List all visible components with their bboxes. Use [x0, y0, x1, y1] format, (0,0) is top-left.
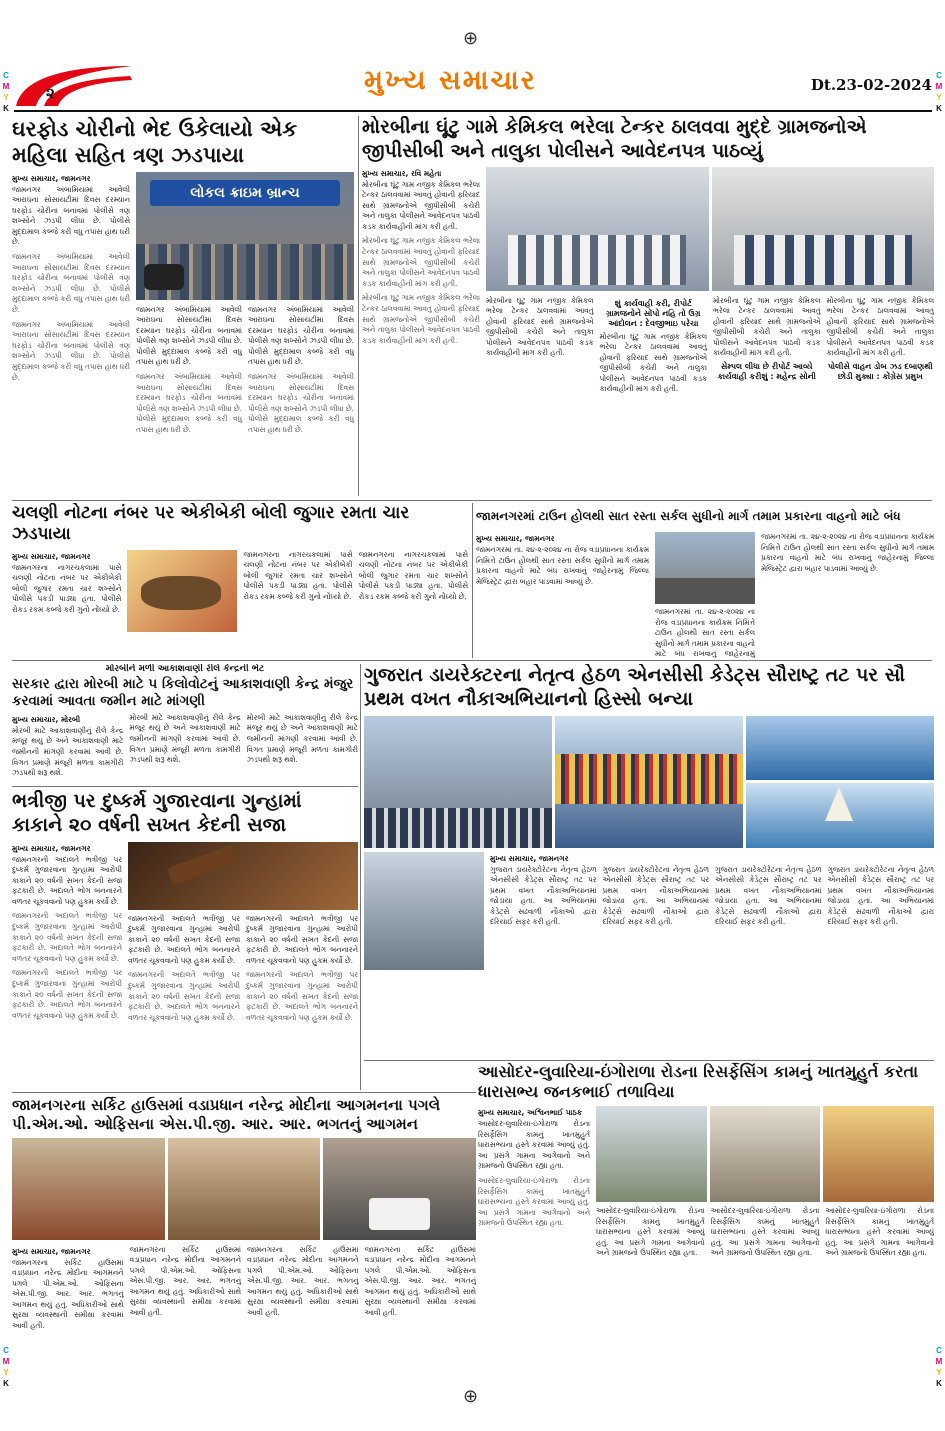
sailboat-icon — [825, 787, 853, 821]
body-morbi-col3: મોરબીના ઘૂંટુ ગામ નજીક કેમિકલ ભરેલા ટેન્કર ઠાલવવામાં આવતું હોવાની ફરિયાદ સાથે ગ્રામજનોએ જીપીસીબી કચેરી અને તાલુકા પોલીસને આવેદનપત્ર પાઠવી કડક કાર્યવાહીની માંગ કરી હતી. — [599, 331, 707, 394]
body-radio: મોરબી માટે આકાશવાણીનું રીલે કેન્દ્ર મંજૂર થયું છે અને આકાશવાણી માટે જમીનની માંગણી કરવામાં આવી છે. વિગત પ્રમાણે મંજૂરી મળતા કામગીરી ઝડપથી શરૂ થશે. — [12, 725, 124, 778]
registration-marks-right-bottom: C M Y K — [935, 1346, 943, 1388]
photo-morbi-memorandum-2 — [712, 167, 935, 291]
article-gambling — [12, 503, 468, 661]
body-crime-col2: જામનગરની અદાલતે ભત્રીજી પર દુષ્કર્મ ગુજારવાના ગુન્હામાં આરોપી કાકાને ૨૦ વર્ષની સખત કેદની સજા ફટકારી છે. અદાલતે ભોગ બનનારને વળતર ચૂકવવાનો પણ હુકમ કર્યો છે. — [128, 913, 240, 965]
photo-road-ceremony-3 — [823, 1106, 934, 1202]
body-theft-continued: જામનગર અંબામિયામાં આવેલી આરાધના સોસાયટીમાં દિવસ દરમ્યાન ઘરફોડ ચોરીના બનાવમાં પોલીસે ત્રણ શખ્સોને ઝડપી લીધા છે. પોલીસે મુદ્દામાલ કબ્જે કરી વધુ તપાસ હાથ ધરી છે. — [12, 252, 130, 315]
photo-morbi-memorandum-1 — [486, 167, 709, 291]
subhead-morbi-3: પોલીસે વાહન ડોબ ઝડ દબાણથી છોડી મુક્યા : કોંગ્રેસ પ્રમુખ — [827, 362, 933, 382]
dateline-theft: મુખ્ય સમાચાર, જામનગર — [12, 173, 91, 183]
body-ncc-col3: ગુજરાત ડાયરેક્ટોરેટના નેતૃત્વ હેઠળ એનસીસી કેડેટ્સ સૌરાષ્ટ્ર તટ પર પ્રથમ વખત નૌકાઅભિયાનમાં જોડાયા હતા. આ અભિયાનમાં કેડેટ્સે સઢવાળી નૌકાઓ દ્વારા દરિયાઈ સફર કરી હતી. — [715, 864, 822, 927]
gavel-icon — [167, 844, 239, 885]
article-pm — [12, 1096, 476, 1382]
headline-traffic-bar — [476, 503, 934, 529]
body-morbi-col5: મોરબીના ઘૂંટુ ગામ નજીક કેમિકલ ભરેલા ટેન્કર ઠાલવવામાં આવતું હોવાની ફરિયાદ સાથે ગ્રામજનોએ જીપીસીબી કચેરી અને તાલુકા પોલીસને આવેદનપત્ર પાઠવી કડક કાર્યવાહીની માંગ કરી હતી. — [826, 295, 934, 358]
section-title: મુખ્ય સમાચાર — [364, 65, 537, 96]
photo-pm-circuit-house-2 — [168, 1138, 321, 1240]
body-pm-col2: જામનગરના સર્કિટ હાઉસમાં વડાપ્રધાન નરેન્દ્ર મોદીના આગમનને પગલે પી.એમ.ઓ. ઓફિસના એસ.પી.જી. આર. આર. ભગતનું આગમન થયું હતું. અધિકારીઓ સાથે સુરક્ષા વ્યવસ્થાની સમીક્ષા કરવામાં આવી હતી. — [129, 1244, 241, 1318]
article-traffic — [476, 532, 934, 658]
registration-marks-left: C M Y K — [2, 71, 10, 113]
article-theft — [12, 116, 354, 498]
photo-traffic-road — [655, 532, 755, 604]
dateline-morbi: મુખ્ય સમાચાર, રવિ મહેતા — [362, 168, 442, 178]
headline-traffic: જામનગરમાં ટાઉન હોલથી સાત રસ્તા સર્કલ સુધીનો માર્ગ તમામ પ્રકારના વાહનો માટે બંધ — [476, 508, 901, 523]
photo-ncc-flagoff — [364, 716, 552, 848]
illustration-gambling — [127, 550, 237, 632]
body-traffic-col2: જામનગરમાં તા. ૨૪-૨-૨૦૨૪ ના રોજ વડાપ્રધાનના કાર્યક્રમ નિમિત્તે ટાઉન હોલથી સાત રસ્તા સર્કલ સુધીનો માર્ગ તમામ પ્રકારના વાહનો માટે બંધ રાખવાનું જાહેરનામું જિલ્લા મેજિસ્ટ્રેટ દ્વારા બહાર પાડવામાં આવ્યું છે. — [761, 532, 934, 573]
article-road — [478, 1062, 934, 1382]
dateline-pm: મુખ્ય સમાચાર, જામનગર — [12, 1246, 91, 1256]
photo-pm-convoy — [323, 1138, 476, 1240]
photo-ncc-boat — [364, 852, 484, 970]
body-crime: જામનગરની અદાલતે ભત્રીજી પર દુષ્કર્મ ગુજારવાના ગુન્હામાં આરોપી કાકાને ૨૦ વર્ષની સખત કેદની સજા ફટકારી છે. અદાલતે ભોગ બનનારને વળતર ચૂકવવાનો પણ હુકમ કર્યો છે. — [12, 854, 122, 906]
subhead-morbi-1: શું કાર્યવાહી કરી, રીપોર્ટ ગ્રામજનોને સોંપો નહિ તો ઉગ્ર આંદોલન : દેવજીભાઇ પરેચા — [606, 298, 701, 328]
body-morbi-continued-2: મોરબીના ઘૂંટુ ગામ નજીક કેમિકલ ભરેલા ટેન્કર ઠાલવવામાં આવતું હોવાની ફરિયાદ સાથે ગ્રામજનોએ જીપીસીબી કચેરી અને તાલુકા પોલીસને આવેદનપત્ર પાઠવી કડક કાર્યવાહીની માંગ કરી હતી. — [362, 293, 480, 345]
body-crime-continued: જામનગરની અદાલતે ભત્રીજી પર દુષ્કર્મ ગુજારવાના ગુન્હામાં આરોપી કાકાને ૨૦ વર્ષની સખત કેદની સજા ફટકારી છે. અદાલતે ભોગ બનનારને વળતર ચૂકવવાનો પણ હુકમ કર્યો છે. — [12, 911, 122, 963]
headline-theft: ઘરફોડ ચોરીનો ભેદ ઉકેલાયો એક મહિલા સહિત ત્રણ ઝડપાયા — [12, 117, 298, 168]
headline-gambling: ચલણી નોટના નંબર પર એકીબેકી બોલી જુગાર રમતા ચાર ઝડપાયા — [12, 503, 410, 545]
body-radio-col3: મોરબી માટે આકાશવાણીનું રીલે કેન્દ્ર મંજૂર થયું છે અને આકાશવાણી માટે જમીનની માંગણી કરવામાં આવી છે. વિગત પ્રમાણે મંજૂરી મળતા કામગીરી ઝડપથી શરૂ થશે. — [246, 712, 358, 765]
headline-radio: સરકાર દ્વારા મોરબી માટે ૫ કિલોવોટનું આકાશવાણી કેન્દ્ર મંજુર કરવામાં આવતા જમીન માટે માંગણી — [12, 676, 354, 709]
subhead-morbi-2: સેમ્પલ લીધા છે રીપોર્ટ આવ્યે કાર્યવાહી કરીશું : મહેન્દ્ર સોની — [717, 362, 816, 382]
dateline-road: મુખ્ય સમાચાર, અશ્વિનભાઈ પાઠક — [478, 1108, 583, 1117]
masthead-rule — [14, 110, 932, 112]
body-road-continued: આસોદર-લુવારિયા-ઇંગોરાળા રોડના રિસર્ફેસિંગ કામનું ખાતમુહુર્ત ધારાસભ્યના હસ્તે કરવામાં આવ્યું હતું. આ પ્રસંગે ગામના આગેવાનો અને ગ્રામજનો ઉપસ્થિત રહ્યા હતા. — [478, 1175, 590, 1228]
body-road-col2: આસોદર-લુવારિયા-ઇંગોરાળા રોડના રિસર્ફેસિંગ કામનું ખાતમુહુર્ત ધારાસભ્યના હસ્તે કરવામાં આવ્યું હતું. આ પ્રસંગે ગામના આગેવાનો અને ગ્રામજનો ઉપસ્થિત રહ્યા હતા. — [596, 1206, 705, 1258]
headline-road: આસોદર-લુવારિયા-ઇંગોરાળા રોડના રિસર્ફેસિંગ કામનું ખાતમુહુર્ત કરતા ધારાસભ્ય જનકભાઈ તળાવિયા — [478, 1062, 919, 1101]
photo-theft-arrest — [136, 172, 354, 300]
article-ncc — [364, 664, 934, 1060]
body-ncc-col4: ગુજરાત ડાયરેક્ટોરેટના નેતૃત્વ હેઠળ એનસીસી કેડેટ્સ સૌરાષ્ટ્ર તટ પર પ્રથમ વખત નૌકાઅભિયાનમાં જોડાયા હતા. આ અભિયાનમાં કેડેટ્સે સઢવાળી નૌકાઓ દ્વારા દરિયાઈ સફર કરી હતી. — [827, 864, 934, 927]
photo-gavel — [128, 842, 358, 910]
article-crime — [12, 790, 358, 1090]
body-theft-col2-more: જામનગર અંબામિયામાં આવેલી આરાધના સોસાયટીમાં દિવસ દરમ્યાન ઘરફોડ ચોરીના બનાવમાં પોલીસે ત્રણ શખ્સોને ઝડપી લીધા છે. પોલીસે મુદ્દામાલ કબ્જે કરી વધુ તપાસ હાથ ધરી છે. — [136, 372, 242, 435]
dateline-radio: મુખ્ય સમાચાર, મોરબી — [12, 714, 81, 724]
photo-ncc-cadets — [555, 716, 743, 848]
dateline-ncc: મુખ્ય સમાચાર, જામનગર — [490, 853, 569, 863]
body-theft-col2: જામનગર અંબામિયામાં આવેલી આરાધના સોસાયટીમાં દિવસ દરમ્યાન ઘરફોડ ચોરીના બનાવમાં પોલીસે ત્રણ શખ્સોને ઝડપી લીધા છે. પોલીસે મુદ્દામાલ કબ્જે કરી વધુ તપાસ હાથ ધરી છે. — [136, 304, 242, 367]
photo-ncc-sailboat — [746, 783, 934, 848]
dateline-crime: મુખ્ય સમાચાર, જામનગર — [12, 843, 91, 853]
masthead-logo-icon — [14, 62, 134, 108]
dateline-traffic: મુખ્ય સમાચાર, જામનગર — [476, 534, 555, 543]
crosshair-bottom-icon: ⊕ — [463, 1386, 479, 1407]
motorcycle-icon — [144, 264, 184, 290]
body-theft: જામનગર અંબામિયામાં આવેલી આરાધના સોસાયટીમાં દિવસ દરમ્યાન ઘરફોડ ચોરીના બનાવમાં પોલીસે ત્રણ શખ્સોને ઝડપી લીધા છે. પોલીસે મુદ્દામાલ કબ્જે કરી વધુ તપાસ હાથ ધરી છે. — [12, 184, 130, 247]
body-road-col3: આસોદર-લુવારિયા-ઇંગોરાળા રોડના રિસર્ફેસિંગ કામનું ખાતમુહુર્ત ધારાસભ્યના હસ્તે કરવામાં આવ્યું હતું. આ પ્રસંગે ગામના આગેવાનો અને ગ્રામજનો ઉપસ્થિત રહ્યા હતા. — [710, 1206, 820, 1258]
registration-marks-right: C M Y K — [935, 71, 943, 113]
photo-road-ceremony-2 — [710, 1106, 821, 1202]
headline-ncc: ગુજરાત ડાયરેક્ટરના નેતૃત્વ હેઠળ એનસીસી કેડેટ્સ સૌરાષ્ટ્ર તટ પર સૌ પ્રથમ વખત નૌકાઅભિયાનનો હિસ્સો બન્યા — [364, 664, 905, 710]
kicker-radio: મોરબીને મળી આકાશવાણી રીલે કેન્દ્રની ભેટ — [105, 664, 265, 674]
body-crime-col2-more: જામનગરની અદાલતે ભત્રીજી પર દુષ્કર્મ ગુજારવાના ગુન્હામાં આરોપી કાકાને ૨૦ વર્ષની સખત કેદની સજા ફટકારી છે. અદાલતે ભોગ બનનારને વળતર ચૂકવવાનો પણ હુકમ કર્યો છે. — [128, 970, 240, 1022]
masthead — [14, 62, 932, 108]
headline-pm: જામનગરના સર્કિટ હાઉસમાં વડાપ્રધાન નરેન્દ્ર મોદીના આગમનના પગલે પી.એમ.ઓ. ઓફિસના એસ.પી.જી. આર. આર. ભગતનું આગમન — [12, 1096, 441, 1133]
body-theft-col3: જામનગર અંબામિયામાં આવેલી આરાધના સોસાયટીમાં દિવસ દરમ્યાન ઘરફોડ ચોરીના બનાવમાં પોલીસે ત્રણ શખ્સોને ઝડપી લીધા છે. પોલીસે મુદ્દામાલ કબ્જે કરી વધુ તપાસ હાથ ધરી છે. — [248, 304, 354, 367]
body-pm-col4: જામનગરના સર્કિટ હાઉસમાં વડાપ્રધાન નરેન્દ્ર મોદીના આગમનને પગલે પી.એમ.ઓ. ઓફિસના એસ.પી.જી. આર. આર. ભગતનું આગમન થયું હતું. અધિકારીઓ સાથે સુરક્ષા વ્યવસ્થાની સમીક્ષા કરવામાં આવી હતી. — [364, 1244, 476, 1318]
photo-road-ceremony-1 — [596, 1106, 707, 1202]
body-crime-col3: જામનગરની અદાલતે ભત્રીજી પર દુષ્કર્મ ગુજારવાના ગુન્હામાં આરોપી કાકાને ૨૦ વર્ષની સખત કેદની સજા ફટકારી છે. અદાલતે ભોગ બનનારને વળતર ચૂકવવાનો પણ હુકમ કર્યો છે. — [246, 913, 358, 965]
issue-date: Dt.23-02-2024 — [810, 76, 932, 94]
article-radio — [12, 664, 358, 784]
body-morbi-continued: મોરબીના ઘૂંટુ ગામ નજીક કેમિકલ ભરેલા ટેન્કર ઠાલવવામાં આવતું હોવાની ફરિયાદ સાથે ગ્રામજનોએ જીપીસીબી કચેરી અને તાલુકા પોલીસને આવેદનપત્ર પાઠવી કડક કાર્યવાહીની માંગ કરી હતી. — [362, 236, 480, 288]
body-gambling: જામનગરના નાગરચકલામાં પાસે ચલણી નોટના નંબર પર એકીબેકી બોલી જુગાર રમતા ચાર શખ્સોને પોલીસે પકડી પાડ્યા હતા. પોલીસે રોકડ રકમ કબ્જે કરી ગુનો નોંધ્યો છે. — [12, 562, 122, 614]
body-theft-continued-2: જામનગર અંબામિયામાં આવેલી આરાધના સોસાયટીમાં દિવસ દરમ્યાન ઘરફોડ ચોરીના બનાવમાં પોલીસે ત્રણ શખ્સોને ઝડપી લીધા છે. પોલીસે મુદ્દામાલ કબ્જે કરી વધુ તપાસ હાથ ધરી છે. — [12, 319, 130, 382]
body-gambling-col3: જામનગરના નાગરચકલામાં પાસે ચલણી નોટના નંબર પર એકીબેકી બોલી જુગાર રમતા ચાર શખ્સોને પોલીસે પકડી પાડ્યા હતા. પોલીસે રોકડ રકમ કબ્જે કરી ગુનો નોંધ્યો છે. — [358, 549, 468, 601]
photo-pm-circuit-house-1 — [12, 1138, 165, 1240]
article-morbi — [362, 116, 934, 498]
headline-crime: ભત્રીજી પર દુષ્કર્મ ગુજારવાના ગુન્હામાં કાકાને ૨૦ વર્ષની સખત કેદની સજા — [12, 790, 302, 836]
body-radio-col2: મોરબી માટે આકાશવાણીનું રીલે કેન્દ્ર મંજૂર થયું છે અને આકાશવાણી માટે જમીનની માંગણી કરવામાં આવી છે. વિગત પ્રમાણે મંજૂરી મળતા કામગીરી ઝડપથી શરૂ થશે. — [129, 712, 241, 765]
body-theft-col3-more: જામનગર અંબામિયામાં આવેલી આરાધના સોસાયટીમાં દિવસ દરમ્યાન ઘરફોડ ચોરીના બનાવમાં પોલીસે ત્રણ શખ્સોને ઝડપી લીધા છે. પોલીસે મુદ્દામાલ કબ્જે કરી વધુ તપાસ હાથ ધરી છે. — [248, 372, 354, 435]
body-ncc: ગુજરાત ડાયરેક્ટોરેટના નેતૃત્વ હેઠળ એનસીસી કેડેટ્સ સૌરાષ્ટ્ર તટ પર પ્રથમ વખત નૌકાઅભિયાનમાં જોડાયા હતા. આ અભિયાનમાં કેડેટ્સે સઢવાળી નૌકાઓ દ્વારા દરિયાઈ સફર કરી હતી. — [490, 864, 597, 927]
body-road: આસોદર-લુવારિયા-ઇંગોરાળા રોડના રિસર્ફેસિંગ કામનું ખાતમુહુર્ત ધારાસભ્યના હસ્તે કરવામાં આવ્યું હતું. આ પ્રસંગે ગામના આગેવાનો અને ગ્રામજનો ઉપસ્થિત રહ્યા હતા. — [478, 1119, 590, 1171]
body-traffic-caption: જામનગરમાં તા. ૨૪-૨-૨૦૨૪ ના રોજ વડાપ્રધાનના કાર્યક્રમ નિમિત્તે ટાઉન હોલથી સાત રસ્તા સર્કલ સુધીનો માર્ગ તમામ પ્રકારના વાહનો માટે બંધ રાખવાનું જાહેરનામું — [655, 607, 755, 658]
body-ncc-col2: ગુજરાત ડાયરેક્ટોરેટના નેતૃત્વ હેઠળ એનસીસી કેડેટ્સ સૌરાષ્ટ્ર તટ પર પ્રથમ વખત નૌકાઅભિયાનમાં જોડાયા હતા. આ અભિયાનમાં કેડેટ્સે સઢવાળી નૌકાઓ દ્વારા દરિયાઈ સફર કરી હતી. — [602, 864, 709, 927]
body-gambling-col2: જામનગરના નાગરચકલામાં પાસે ચલણી નોટના નંબર પર એકીબેકી બોલી જુગાર રમતા ચાર શખ્સોને પોલીસે પકડી પાડ્યા હતા. પોલીસે રોકડ રકમ કબ્જે કરી ગુનો નોંધ્યો છે. — [243, 549, 353, 601]
body-morbi-col2: મોરબીના ઘૂંટુ ગામ નજીક કેમિકલ ભરેલા ટેન્કર ઠાલવવામાં આવતું હોવાની ફરિયાદ સાથે ગ્રામજનોએ જીપીસીબી કચેરી અને તાલુકા પોલીસને આવેદનપત્ર પાઠવી કડક કાર્યવાહીની માંગ કરી હતી. — [486, 295, 594, 358]
body-crime-col3-more: જામનગરની અદાલતે ભત્રીજી પર દુષ્કર્મ ગુજારવાના ગુન્હામાં આરોપી કાકાને ૨૦ વર્ષની સખત કેદની સજા ફટકારી છે. અદાલતે ભોગ બનનારને વળતર ચૂકવવાનો પણ હુકમ કર્યો છે. — [246, 970, 358, 1022]
registration-marks-left-bottom: C M Y K — [2, 1346, 10, 1388]
body-road-col4: આસોદર-લુવારિયા-ઇંગોરાળા રોડના રિસર્ફેસિંગ કામનું ખાતમુહુર્ત ધારાસભ્યના હસ્તે કરવામાં આવ્યું હતું. આ પ્રસંગે ગામના આગેવાનો અને ગ્રામજનો ઉપસ્થિત રહ્યા હતા. — [825, 1206, 934, 1258]
body-crime-continued-2: જામનગરની અદાલતે ભત્રીજી પર દુષ્કર્મ ગુજારવાના ગુન્હામાં આરોપી કાકાને ૨૦ વર્ષની સખત કેદની સજા ફટકારી છે. અદાલતે ભોગ બનનારને વળતર ચૂકવવાનો પણ હુકમ કર્યો છે. — [12, 968, 122, 1020]
body-morbi: મોરબીના ઘૂંટુ ગામ નજીક કેમિકલ ભરેલા ટેન્કર ઠાલવવામાં આવતું હોવાની ફરિયાદ સાથે ગ્રામજનોએ જીપીસીબી કચેરી અને તાલુકા પોલીસને આવેદનપત્ર પાઠવી કડક કાર્યવાહીની માંગ કરી હતી. — [362, 179, 480, 231]
body-pm: જામનગરના સર્કિટ હાઉસમાં વડાપ્રધાન નરેન્દ્ર મોદીના આગમનને પગલે પી.એમ.ઓ. ઓફિસના એસ.પી.જી. આર. આર. ભગતનું આગમન થયું હતું. અધિકારીઓ સાથે સુરક્ષા વ્યવસ્થાની સમીક્ષા કરવામાં આવી હતી. — [12, 1257, 124, 1331]
headline-morbi: મોરબીના ઘૂંટુ ગામે કેમિકલ ભરેલા ટેન્કર ઠાલવવા મુદ્દે ગ્રામજનોએ જીપીસીબી અને તાલુકા પોલીસને આવેદનપત્ર પાઠવ્યું — [362, 116, 867, 162]
body-traffic: જામનગરમાં તા. ૨૪-૨-૨૦૨૪ ના રોજ વડાપ્રધાનના કાર્યક્રમ નિમિત્તે ટાઉન હોલથી સાત રસ્તા સર્કલ સુધીનો માર્ગ તમામ પ્રકારના વાહનો માટે બંધ રાખવાનું જાહેરનામું જિલ્લા મેજિસ્ટ્રેટ દ્વારા બહાર પાડવામાં આવ્યું છે. — [476, 545, 649, 586]
crosshair-top-icon: ⊕ — [463, 28, 479, 49]
car-icon — [369, 1198, 430, 1230]
photo-ncc-ship — [746, 716, 934, 781]
body-morbi-col4: મોરબીના ઘૂંટુ ગામ નજીક કેમિકલ ભરેલા ટેન્કર ઠાલવવામાં આવતું હોવાની ફરિયાદ સાથે ગ્રામજનોએ જીપીસીબી કચેરી અને તાલુકા પોલીસને આવેદનપત્ર પાઠવી કડક કાર્યવાહીની માંગ કરી હતી. — [713, 295, 821, 358]
photo-banner-lcb: લોકલ ક્રાઇમ બ્રાન્ચ — [150, 180, 340, 206]
body-pm-col3: જામનગરના સર્કિટ હાઉસમાં વડાપ્રધાન નરેન્દ્ર મોદીના આગમનને પગલે પી.એમ.ઓ. ઓફિસના એસ.પી.જી. આર. આર. ભગતનું આગમન થયું હતું. અધિકારીઓ સાથે સુરક્ષા વ્યવસ્થાની સમીક્ષા કરવામાં આવી હતી. — [247, 1244, 359, 1318]
dateline-gambling: મુખ્ય સમાચાર, જામનગર — [12, 551, 91, 561]
page-number: ૨ — [46, 84, 55, 102]
